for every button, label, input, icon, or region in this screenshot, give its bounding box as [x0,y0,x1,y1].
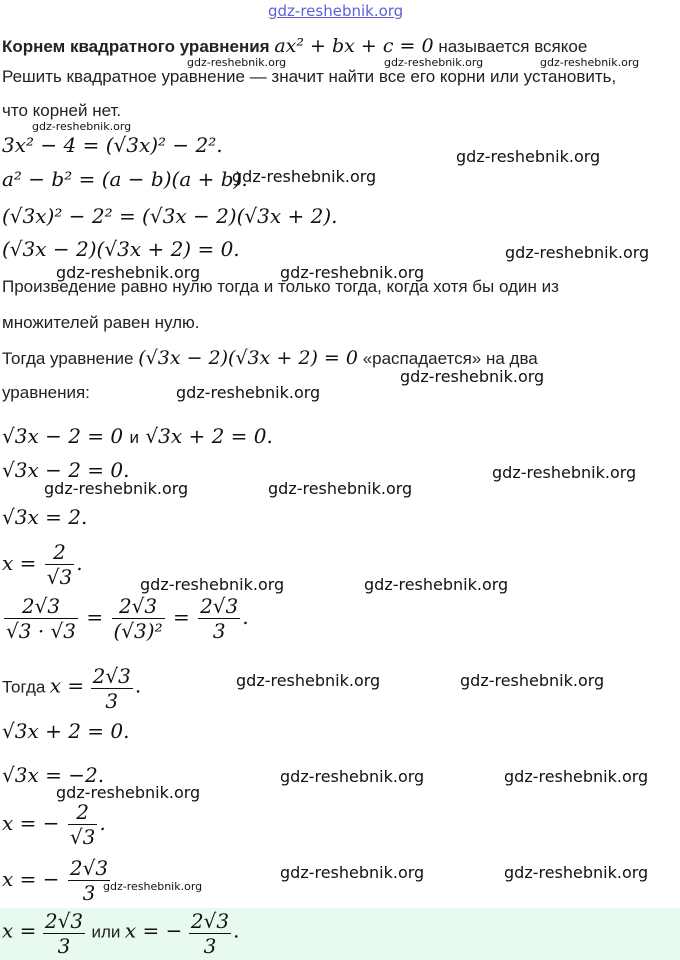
watermark: gdz-reshebnik.org [280,863,425,882]
fraction-numerator: 2√3 [92,664,131,688]
fraction-numerator: 2√3 [190,909,230,933]
watermark: gdz-reshebnik.org [280,263,425,282]
watermark: gdz-reshebnik.org [140,575,285,594]
fraction-denominator: (√3)² [113,619,163,643]
split-lead: Тогда уравнение [2,349,134,368]
quadratic-general-form: ax² + bx + c = 0 [274,35,434,57]
fraction-denominator: √3 [46,565,73,589]
watermark: gdz-reshebnik.org [44,479,189,498]
equation-step-12: √3x = −2. [2,763,105,787]
equation-step-4: (√3x − 2)(√3x + 2) = 0. [2,237,240,261]
watermark: gdz-reshebnik.org [232,167,377,186]
fraction-denominator: √3 [69,825,96,849]
equation-step-14 [2,856,112,905]
watermark: gdz-reshebnik.org [492,463,637,482]
equation-step-13: x = − $\frac{2}{√3}$ . [2,800,106,849]
fraction [91,664,133,713]
equation-step-1: 3x² − 4 = (√3x)² − 2². [2,133,223,157]
rationalization-chain: $\frac{2√3}{√3 \cdot √3}$ = $\frac{2√3}{\text{(√3)²}}$ = $\frac{2√3}{3}$ . [6,594,249,643]
fraction [4,594,78,643]
intro-line-3: что корней нет. [2,101,122,120]
watermark: gdz-reshebnik.org [176,383,321,402]
answer-or: или [91,922,121,942]
watermark: gdz-reshebnik.org [56,783,201,802]
intro-line-1 [2,33,587,59]
step-14-lhs: x = − [2,867,60,891]
equation-pair-left: √3x − 2 = 0 [2,424,124,448]
site-link[interactable]: gdz-reshebnik.org [268,2,404,20]
fraction [43,909,85,958]
fraction-denominator: 3 [57,934,71,958]
equation-pair-and: и [129,428,140,447]
answer-x1-lhs: x = [2,918,37,943]
equation-step-7: √3x = 2. [2,505,88,529]
fraction [189,909,231,958]
split-tail: «распадается» на два [362,349,538,368]
step-13-lhs: x = − [2,811,60,835]
watermark: gdz-reshebnik.org [32,120,132,133]
equation-step-10: Тогда x = $\frac{2√3}{3}$ . [2,664,142,713]
equation-step-3: (√3x)² − 2² = (√3x − 2)(√3x + 2). [2,204,338,228]
split-equation: (√3x − 2)(√3x + 2) = 0 [138,347,358,369]
paragraph-equations: уравнения: [2,383,90,402]
step-10-lhs: x = [49,673,85,698]
equation-step-11: √3x + 2 = 0. [2,719,130,743]
fraction-numerator: 2√3 [4,594,78,619]
watermark: gdz-reshebnik.org [384,56,484,69]
fraction-denominator: 3 [105,689,119,713]
watermark: gdz-reshebnik.org [504,863,649,882]
watermark: gdz-reshebnik.org [56,263,201,282]
answer-x2-lhs: x = − [124,918,183,943]
equation-step-8: x = $\frac{2}{√3}$ . [2,540,83,589]
paragraph-product-zero: Произведение равно нулю тогда и только тогда, когда хотя бы один из [2,277,559,296]
fraction [45,540,74,589]
watermark: gdz-reshebnik.org [268,479,413,498]
intro-line-2: Решить квадратное уравнение — значит найти все его корни или установить, [2,67,617,86]
step-8-lhs: x = [2,551,37,575]
fraction [198,594,240,643]
watermark: gdz-reshebnik.org [364,575,509,594]
definition-term: Корнем квадратного уравнения [2,37,270,56]
watermark: gdz-reshebnik.org [540,56,640,69]
fraction-numerator: 2√3 [69,856,109,880]
equation-pair [2,423,273,451]
fraction [112,594,165,643]
watermark: gdz-reshebnik.org [103,880,203,893]
fraction-denominator: 3 [82,881,96,905]
fraction-numerator: 2 [45,540,74,565]
equation-difference-of-squares: a² − b² = (a − b)(a + b). [2,167,248,191]
watermark: gdz-reshebnik.org [504,767,649,786]
fraction-numerator: 2 [68,800,97,825]
watermark: gdz-reshebnik.org [187,56,287,69]
step-10-lead: Тогда [2,677,46,697]
fraction-numerator: 2√3 [44,909,84,933]
fraction-numerator: 2√3 [200,594,239,618]
watermark: gdz-reshebnik.org [236,671,381,690]
watermark: gdz-reshebnik.org [400,367,545,386]
equation-step-6: √3x − 2 = 0. [2,458,130,482]
intro-tail: называется всякое [438,37,588,56]
fraction-numerator: 2√3 [112,594,165,619]
equation-pair-right: √3x + 2 = 0. [145,424,273,448]
paragraph-factors: множителей равен нулю. [2,313,200,332]
watermark: gdz-reshebnik.org [505,243,650,262]
watermark: gdz-reshebnik.org [456,147,601,166]
final-answer: x = $\frac{2√3}{3}$ или x = − $\frac{2√3}{3}$ . [2,909,240,958]
fraction [68,800,97,849]
fraction-denominator: 3 [203,934,217,958]
fraction-denominator: √3 · √3 [6,619,77,643]
fraction-denominator: 3 [212,619,226,643]
watermark: gdz-reshebnik.org [280,767,425,786]
watermark: gdz-reshebnik.org [460,671,605,690]
